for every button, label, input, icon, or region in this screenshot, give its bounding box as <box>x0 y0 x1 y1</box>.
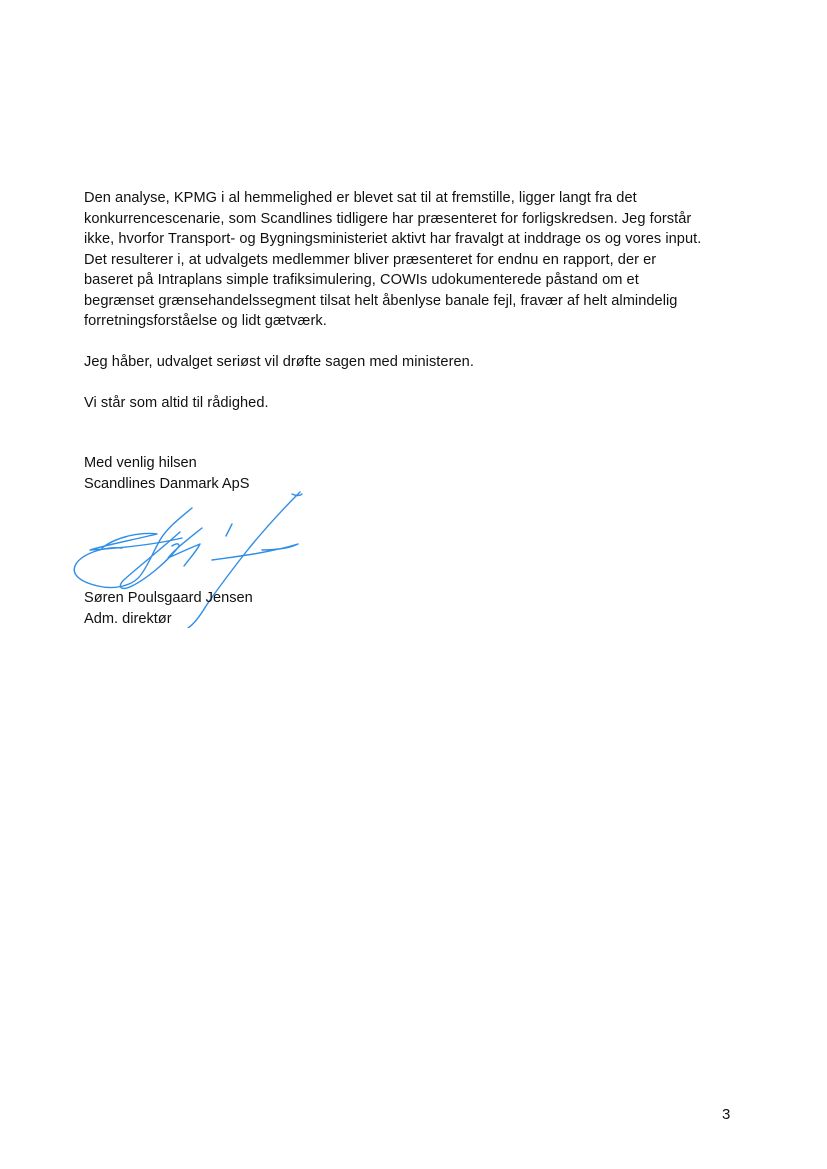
paragraph-hope <box>84 352 744 373</box>
signer-title: Adm. direktør <box>84 610 172 627</box>
signature-stroke <box>226 524 232 536</box>
closing-greeting: Med venlig hilsen <box>84 455 197 471</box>
paragraph-line: konkurrencescenarie, som Scandlines tidligere har præsenteret for forligskredsen. Jeg forstår <box>84 210 692 227</box>
signer-name: Søren Poulsgaard Jensen <box>84 590 253 606</box>
paragraph-line: forretningsforståelse og lidt gætværk. <box>84 313 327 329</box>
signature-stroke <box>292 494 302 496</box>
paragraph-availability <box>84 393 744 414</box>
signature-stroke <box>212 544 298 560</box>
signature-stroke <box>120 532 180 588</box>
signature-stroke <box>168 528 202 566</box>
letter-body <box>84 188 744 414</box>
page-number: 3 <box>722 1106 731 1123</box>
paragraph-line: Vi står som altid til rådighed. <box>84 395 269 411</box>
paragraph-main <box>84 188 744 332</box>
signature-stroke <box>90 534 182 550</box>
paragraph-line: Den analyse, KPMG i al hemmelighed er blevet sat til at fremstille, ligger langt fra det <box>84 190 637 206</box>
paragraph-line: baseret på Intraplans simple trafiksimulering, COWIs udokumenterede påstand om et <box>84 272 639 288</box>
signature-stroke <box>74 508 192 588</box>
closing-company: Scandlines Danmark ApS <box>84 475 250 492</box>
paragraph-line: ikke, hvorfor Transport- og Bygningsministeriet aktivt har fravalgt at inddrage os og vores input. <box>84 231 702 247</box>
signer-block <box>84 588 253 629</box>
paragraph-line: Jeg håber, udvalget seriøst vil drøfte sagen med ministeren. <box>84 354 474 370</box>
closing-block <box>84 453 249 494</box>
paragraph-line: begrænset grænsehandelssegment tilsat helt åbenlyse banale fejl, fravær af helt almindelig <box>84 292 678 309</box>
paragraph-line: Det resulterer i, at udvalgets medlemmer bliver præsenteret for endnu en rapport, der er <box>84 251 657 268</box>
